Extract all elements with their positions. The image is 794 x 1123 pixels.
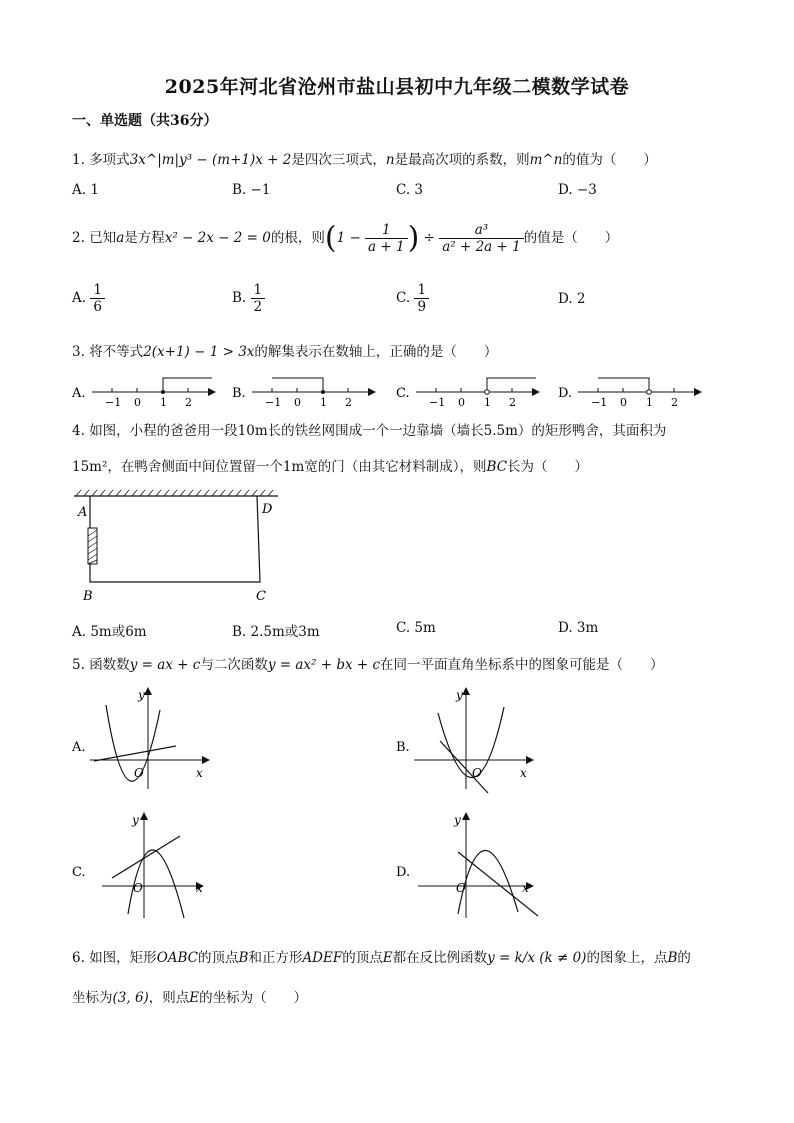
svg-text:1: 1 xyxy=(646,396,653,409)
q2-option-c[interactable]: C. $\frac{1}{9}$ xyxy=(396,282,429,315)
question-6-line-1: 6. 如图，矩形OABC的顶点B和正方形ADEF的顶点E都在反比例函数y = k/x (k ≠ 0)的图象上，点B的 xyxy=(72,950,691,966)
svg-text:1: 1 xyxy=(484,396,491,409)
question-6-line-2: 坐标为(3, 6)，则点E的坐标为（ ） xyxy=(72,990,308,1006)
svg-text:A: A xyxy=(78,505,88,520)
q1-polynomial: 3x^|m|y³ − (m+1)x + 2 xyxy=(129,152,292,168)
svg-text:−1: −1 xyxy=(265,396,282,409)
q3-number-lines xyxy=(72,372,732,412)
svg-text:A.: A. xyxy=(72,740,86,755)
q5-option-a[interactable] xyxy=(72,685,252,795)
q3-option-a[interactable] xyxy=(72,378,216,409)
svg-text:y: y xyxy=(456,688,463,702)
q5-option-c[interactable] xyxy=(72,810,252,925)
svg-text:y: y xyxy=(138,688,145,702)
q4-option-c[interactable]: C. 5m xyxy=(396,620,436,636)
svg-text:−1: −1 xyxy=(591,396,608,409)
q2-option-b[interactable]: B. $\frac{1}{2}$ xyxy=(232,282,265,315)
question-4-line-1: 4. 如图，小程的爸爸用一段10m长的铁丝网围成一个一边靠墙（墙长5.5m）的矩形鸭舍，其面积为 xyxy=(72,423,667,439)
svg-text:x: x xyxy=(196,881,203,895)
question-1: 1. 多项式3x^|m|y³ − (m+1)x + 2是四次三项式，n是最高次项的系数，则m^n的值为（ ） xyxy=(72,152,657,168)
svg-text:0: 0 xyxy=(134,396,141,409)
q2-expression: ( xyxy=(324,220,337,256)
svg-text:y: y xyxy=(132,813,139,827)
svg-text:x: x xyxy=(522,881,529,895)
svg-text:A.: A. xyxy=(72,386,86,401)
q1-option-d[interactable]: D. −3 xyxy=(558,182,597,198)
svg-text:0: 0 xyxy=(620,396,627,409)
q3-option-b[interactable] xyxy=(232,378,376,409)
svg-text:−1: −1 xyxy=(429,396,446,409)
q3-option-c[interactable] xyxy=(396,378,540,409)
question-2: 2. 已知a是方程x² − 2x − 2 = 0的根，则(1 − $\frac{1}{a + 1}$ ) ÷ $\frac{\text{a³}}{\text{a² + 2a + 1}}$ 的值是（ ） xyxy=(72,220,619,256)
svg-text:C.: C. xyxy=(72,865,86,880)
question-5: 5. 函数数y = ax + c与二次函数y = ax² + bx + c在同一平面直角坐标系中的图象可能是（ ） xyxy=(72,657,664,673)
svg-text:D.: D. xyxy=(396,865,411,880)
question-3: 3. 将不等式2(x+1) − 1 > 3x的解集表示在数轴上，正确的是（ ） xyxy=(72,344,498,360)
svg-text:1: 1 xyxy=(320,396,327,409)
svg-text:C: C xyxy=(256,589,266,604)
svg-text:2: 2 xyxy=(509,396,516,409)
q1-option-a[interactable]: A. 1 xyxy=(72,182,99,198)
svg-text:B.: B. xyxy=(396,740,410,755)
svg-text:0: 0 xyxy=(294,396,301,409)
svg-text:O: O xyxy=(456,881,466,895)
svg-text:D: D xyxy=(262,502,273,517)
svg-text:1: 1 xyxy=(160,396,167,409)
svg-text:0: 0 xyxy=(458,396,465,409)
q1-option-c[interactable]: C. 3 xyxy=(396,182,424,198)
svg-text:O: O xyxy=(134,766,144,780)
section-heading: 一、单选题（共36分） xyxy=(72,113,218,129)
svg-text:B.: B. xyxy=(232,386,246,401)
svg-text:−1: −1 xyxy=(105,396,122,409)
q1-option-b[interactable]: B. −1 xyxy=(232,182,271,198)
svg-text:B: B xyxy=(83,589,93,604)
q2-option-a[interactable]: A. $\frac{1}{6}$ xyxy=(72,282,105,315)
svg-text:2: 2 xyxy=(345,396,352,409)
svg-text:C.: C. xyxy=(396,386,410,401)
q2-option-d[interactable]: D. 2 xyxy=(558,291,586,307)
svg-text:2: 2 xyxy=(671,396,678,409)
question-4-line-2: 15m²，在鸭舍侧面中间位置留一个1m宽的门（由其它材料制成），则BC长为（ ） xyxy=(72,459,589,475)
svg-text:O: O xyxy=(133,881,143,895)
q5-option-d[interactable] xyxy=(396,810,576,925)
page-title: 2025年河北省沧州市盐山县初中九年级二模数学试卷 xyxy=(164,76,630,98)
q4-option-a[interactable]: A. 5m或6m xyxy=(72,624,147,640)
svg-text:x: x xyxy=(520,766,527,780)
q4-figure xyxy=(72,488,292,608)
q4-option-d[interactable]: D. 3m xyxy=(558,620,599,636)
q5-option-b[interactable] xyxy=(396,685,576,795)
svg-text:x: x xyxy=(196,766,203,780)
svg-text:y: y xyxy=(454,813,461,827)
svg-text:O: O xyxy=(472,766,482,780)
svg-text:2: 2 xyxy=(185,396,192,409)
q4-option-b[interactable]: B. 2.5m或3m xyxy=(232,624,320,640)
svg-text:D.: D. xyxy=(558,386,573,401)
q3-option-d[interactable] xyxy=(558,378,702,409)
